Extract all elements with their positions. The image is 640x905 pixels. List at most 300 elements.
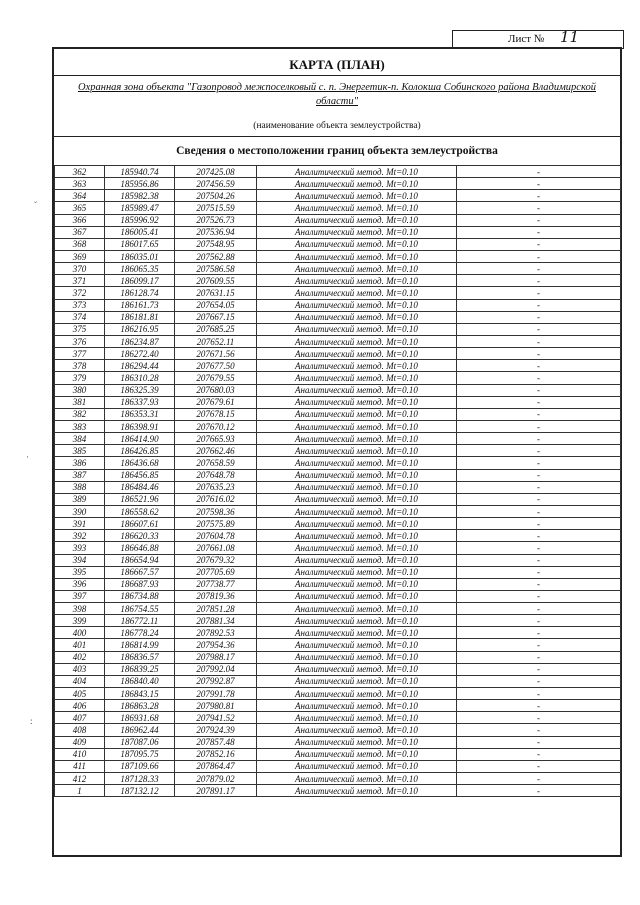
y-coordinate-cell: 207851.28 xyxy=(175,603,257,615)
table-row xyxy=(55,238,621,250)
table-row xyxy=(55,287,621,299)
point-number-cell: 364 xyxy=(55,190,105,202)
plan-header xyxy=(54,49,620,163)
point-number-cell: 400 xyxy=(55,627,105,639)
description-cell: - xyxy=(457,530,621,542)
method-cell: Аналитический метод. Mt=0.10 xyxy=(257,760,457,772)
y-coordinate-cell: 207662.46 xyxy=(175,445,257,457)
table-row xyxy=(55,578,621,590)
y-coordinate-cell: 207685.25 xyxy=(175,323,257,335)
x-coordinate-cell: 186398.91 xyxy=(105,420,175,432)
point-number-cell: 376 xyxy=(55,335,105,347)
y-coordinate-cell: 207881.34 xyxy=(175,615,257,627)
table-row xyxy=(55,760,621,772)
description-cell: - xyxy=(457,615,621,627)
table-row xyxy=(55,323,621,335)
x-coordinate-cell: 186017.65 xyxy=(105,238,175,250)
y-coordinate-cell: 207616.02 xyxy=(175,493,257,505)
x-coordinate-cell: 186128.74 xyxy=(105,287,175,299)
description-cell: - xyxy=(457,226,621,238)
table-row xyxy=(55,311,621,323)
table-row xyxy=(55,712,621,724)
y-coordinate-cell: 207648.78 xyxy=(175,469,257,481)
table-row xyxy=(55,226,621,238)
table-row xyxy=(55,178,621,190)
x-coordinate-cell: 186325.39 xyxy=(105,384,175,396)
point-number-cell: 408 xyxy=(55,724,105,736)
method-cell: Аналитический метод. Mt=0.10 xyxy=(257,493,457,505)
x-coordinate-cell: 186456.85 xyxy=(105,469,175,481)
method-cell: Аналитический метод. Mt=0.10 xyxy=(257,639,457,651)
x-coordinate-cell: 186484.46 xyxy=(105,481,175,493)
table-row xyxy=(55,396,621,408)
table-row xyxy=(55,627,621,639)
table-row xyxy=(55,360,621,372)
method-cell: Аналитический метод. Mt=0.10 xyxy=(257,178,457,190)
point-number-cell: 365 xyxy=(55,202,105,214)
table-row xyxy=(55,651,621,663)
y-coordinate-cell: 207992.04 xyxy=(175,663,257,675)
method-cell: Аналитический метод. Mt=0.10 xyxy=(257,615,457,627)
method-cell: Аналитический метод. Mt=0.10 xyxy=(257,202,457,214)
y-coordinate-cell: 207598.36 xyxy=(175,505,257,517)
table-row xyxy=(55,275,621,287)
point-number-cell: 371 xyxy=(55,275,105,287)
method-cell: Аналитический метод. Mt=0.10 xyxy=(257,226,457,238)
description-cell: - xyxy=(457,238,621,250)
table-row xyxy=(55,202,621,214)
margin-mark: : xyxy=(30,716,33,726)
description-cell: - xyxy=(457,323,621,335)
method-cell: Аналитический метод. Mt=0.10 xyxy=(257,688,457,700)
coordinates-table-body xyxy=(55,166,621,797)
divider xyxy=(54,136,620,137)
description-cell: - xyxy=(457,384,621,396)
table-row xyxy=(55,384,621,396)
point-number-cell: 373 xyxy=(55,299,105,311)
point-number-cell: 403 xyxy=(55,663,105,675)
y-coordinate-cell: 207705.69 xyxy=(175,566,257,578)
x-coordinate-cell: 187087.06 xyxy=(105,736,175,748)
x-coordinate-cell: 186272.40 xyxy=(105,348,175,360)
point-number-cell: 405 xyxy=(55,688,105,700)
point-number-cell: 388 xyxy=(55,481,105,493)
y-coordinate-cell: 207665.93 xyxy=(175,433,257,445)
description-cell: - xyxy=(457,736,621,748)
method-cell: Аналитический метод. Mt=0.10 xyxy=(257,323,457,335)
point-number-cell: 406 xyxy=(55,700,105,712)
description-cell: - xyxy=(457,675,621,687)
y-coordinate-cell: 207670.12 xyxy=(175,420,257,432)
y-coordinate-cell: 207654.05 xyxy=(175,299,257,311)
y-coordinate-cell: 207548.95 xyxy=(175,238,257,250)
x-coordinate-cell: 186931.68 xyxy=(105,712,175,724)
description-cell: - xyxy=(457,493,621,505)
table-row xyxy=(55,469,621,481)
table-row xyxy=(55,554,621,566)
x-coordinate-cell: 186005.41 xyxy=(105,226,175,238)
description-cell: - xyxy=(457,724,621,736)
y-coordinate-cell: 207991.78 xyxy=(175,688,257,700)
x-coordinate-cell: 185989.47 xyxy=(105,202,175,214)
table-row xyxy=(55,493,621,505)
point-number-cell: 409 xyxy=(55,736,105,748)
y-coordinate-cell: 207924.39 xyxy=(175,724,257,736)
method-cell: Аналитический метод. Mt=0.10 xyxy=(257,530,457,542)
table-row xyxy=(55,639,621,651)
x-coordinate-cell: 186620.33 xyxy=(105,530,175,542)
sheet-label: Лист № xyxy=(508,33,545,45)
y-coordinate-cell: 207652.11 xyxy=(175,335,257,347)
method-cell: Аналитический метод. Mt=0.10 xyxy=(257,348,457,360)
x-coordinate-cell: 186687.93 xyxy=(105,578,175,590)
method-cell: Аналитический метод. Mt=0.10 xyxy=(257,590,457,602)
table-row xyxy=(55,214,621,226)
description-cell: - xyxy=(457,396,621,408)
table-row xyxy=(55,348,621,360)
table-row xyxy=(55,250,621,262)
x-coordinate-cell: 186436.68 xyxy=(105,457,175,469)
x-coordinate-cell: 186839.25 xyxy=(105,663,175,675)
description-cell: - xyxy=(457,712,621,724)
plan-frame xyxy=(52,47,622,857)
x-coordinate-cell: 185996.92 xyxy=(105,214,175,226)
x-coordinate-cell: 186840.40 xyxy=(105,675,175,687)
method-cell: Аналитический метод. Mt=0.10 xyxy=(257,335,457,347)
point-number-cell: 370 xyxy=(55,263,105,275)
y-coordinate-cell: 207980.81 xyxy=(175,700,257,712)
method-cell: Аналитический метод. Mt=0.10 xyxy=(257,408,457,420)
table-row xyxy=(55,263,621,275)
x-coordinate-cell: 186772.11 xyxy=(105,615,175,627)
y-coordinate-cell: 207658.59 xyxy=(175,457,257,469)
y-coordinate-cell: 207819.36 xyxy=(175,590,257,602)
y-coordinate-cell: 207954.36 xyxy=(175,639,257,651)
description-cell: - xyxy=(457,688,621,700)
y-coordinate-cell: 207515.59 xyxy=(175,202,257,214)
description-cell: - xyxy=(457,275,621,287)
table-row xyxy=(55,518,621,530)
y-coordinate-cell: 207679.61 xyxy=(175,396,257,408)
y-coordinate-cell: 207631.15 xyxy=(175,287,257,299)
description-cell: - xyxy=(457,445,621,457)
point-number-cell: 382 xyxy=(55,408,105,420)
method-cell: Аналитический метод. Mt=0.10 xyxy=(257,748,457,760)
x-coordinate-cell: 186414.90 xyxy=(105,433,175,445)
description-cell: - xyxy=(457,554,621,566)
table-row xyxy=(55,408,621,420)
description-cell: - xyxy=(457,785,621,797)
method-cell: Аналитический метод. Mt=0.10 xyxy=(257,445,457,457)
point-number-cell: 374 xyxy=(55,311,105,323)
description-cell: - xyxy=(457,372,621,384)
margin-mark: · xyxy=(26,452,29,462)
table-row xyxy=(55,335,621,347)
y-coordinate-cell: 207992.87 xyxy=(175,675,257,687)
table-row xyxy=(55,433,621,445)
y-coordinate-cell: 207941.52 xyxy=(175,712,257,724)
y-coordinate-cell: 207677.50 xyxy=(175,360,257,372)
table-row xyxy=(55,505,621,517)
x-coordinate-cell: 186754.55 xyxy=(105,603,175,615)
description-cell: - xyxy=(457,663,621,675)
point-number-cell: 411 xyxy=(55,760,105,772)
description-cell: - xyxy=(457,166,621,178)
method-cell: Аналитический метод. Mt=0.10 xyxy=(257,287,457,299)
x-coordinate-cell: 186814.99 xyxy=(105,639,175,651)
point-number-cell: 398 xyxy=(55,603,105,615)
table-row xyxy=(55,736,621,748)
method-cell: Аналитический метод. Mt=0.10 xyxy=(257,166,457,178)
method-cell: Аналитический метод. Mt=0.10 xyxy=(257,773,457,785)
sheet-number: 11 xyxy=(560,28,580,46)
x-coordinate-cell: 186646.88 xyxy=(105,542,175,554)
margin-mark: ˘ xyxy=(34,200,37,210)
x-coordinate-cell: 186035.01 xyxy=(105,250,175,262)
y-coordinate-cell: 207575.89 xyxy=(175,518,257,530)
x-coordinate-cell: 186863.28 xyxy=(105,700,175,712)
description-cell: - xyxy=(457,651,621,663)
description-cell: - xyxy=(457,287,621,299)
method-cell: Аналитический метод. Mt=0.10 xyxy=(257,360,457,372)
section-title: Сведения о местоположении границ объекта землеустройства xyxy=(176,145,498,157)
description-cell: - xyxy=(457,263,621,275)
method-cell: Аналитический метод. Mt=0.10 xyxy=(257,263,457,275)
method-cell: Аналитический метод. Mt=0.10 xyxy=(257,372,457,384)
x-coordinate-cell: 187109.66 xyxy=(105,760,175,772)
y-coordinate-cell: 207425.08 xyxy=(175,166,257,178)
point-number-cell: 1 xyxy=(55,785,105,797)
point-number-cell: 395 xyxy=(55,566,105,578)
y-coordinate-cell: 207562.88 xyxy=(175,250,257,262)
table-row xyxy=(55,785,621,797)
y-coordinate-cell: 207852.16 xyxy=(175,748,257,760)
description-cell: - xyxy=(457,408,621,420)
object-caption: (наименование объекта землеустройства) xyxy=(253,121,421,131)
point-number-cell: 399 xyxy=(55,615,105,627)
table-row xyxy=(55,748,621,760)
table-row xyxy=(55,190,621,202)
description-cell: - xyxy=(457,505,621,517)
point-number-cell: 375 xyxy=(55,323,105,335)
description-cell: - xyxy=(457,299,621,311)
y-coordinate-cell: 207988.17 xyxy=(175,651,257,663)
description-cell: - xyxy=(457,190,621,202)
table-row xyxy=(55,603,621,615)
description-cell: - xyxy=(457,420,621,432)
object-name: Охранная зона объекта "Газопровод межпоселковый с. п. Энергетик-п. Колокша Собинского района Владимирской области" xyxy=(78,82,596,107)
method-cell: Аналитический метод. Mt=0.10 xyxy=(257,250,457,262)
point-number-cell: 393 xyxy=(55,542,105,554)
description-cell: - xyxy=(457,748,621,760)
method-cell: Аналитический метод. Mt=0.10 xyxy=(257,518,457,530)
table-row xyxy=(55,420,621,432)
y-coordinate-cell: 207679.32 xyxy=(175,554,257,566)
x-coordinate-cell: 186607.61 xyxy=(105,518,175,530)
method-cell: Аналитический метод. Mt=0.10 xyxy=(257,299,457,311)
table-row xyxy=(55,457,621,469)
description-cell: - xyxy=(457,481,621,493)
method-cell: Аналитический метод. Mt=0.10 xyxy=(257,275,457,287)
x-coordinate-cell: 186962.44 xyxy=(105,724,175,736)
description-cell: - xyxy=(457,360,621,372)
point-number-cell: 377 xyxy=(55,348,105,360)
point-number-cell: 378 xyxy=(55,360,105,372)
method-cell: Аналитический метод. Mt=0.10 xyxy=(257,481,457,493)
description-cell: - xyxy=(457,760,621,772)
point-number-cell: 383 xyxy=(55,420,105,432)
description-cell: - xyxy=(457,700,621,712)
method-cell: Аналитический метод. Mt=0.10 xyxy=(257,457,457,469)
method-cell: Аналитический метод. Mt=0.10 xyxy=(257,238,457,250)
y-coordinate-cell: 207667.15 xyxy=(175,311,257,323)
description-cell: - xyxy=(457,335,621,347)
point-number-cell: 410 xyxy=(55,748,105,760)
method-cell: Аналитический метод. Mt=0.10 xyxy=(257,505,457,517)
table-row xyxy=(55,773,621,785)
point-number-cell: 366 xyxy=(55,214,105,226)
table-row xyxy=(55,166,621,178)
method-cell: Аналитический метод. Mt=0.10 xyxy=(257,542,457,554)
description-cell: - xyxy=(457,178,621,190)
method-cell: Аналитический метод. Mt=0.10 xyxy=(257,396,457,408)
point-number-cell: 380 xyxy=(55,384,105,396)
x-coordinate-cell: 186836.57 xyxy=(105,651,175,663)
description-cell: - xyxy=(457,578,621,590)
point-number-cell: 362 xyxy=(55,166,105,178)
table-row xyxy=(55,530,621,542)
method-cell: Аналитический метод. Mt=0.10 xyxy=(257,469,457,481)
point-number-cell: 401 xyxy=(55,639,105,651)
x-coordinate-cell: 185982.38 xyxy=(105,190,175,202)
point-number-cell: 379 xyxy=(55,372,105,384)
y-coordinate-cell: 207604.78 xyxy=(175,530,257,542)
x-coordinate-cell: 186065.35 xyxy=(105,263,175,275)
x-coordinate-cell: 186654.94 xyxy=(105,554,175,566)
point-number-cell: 368 xyxy=(55,238,105,250)
y-coordinate-cell: 207891.17 xyxy=(175,785,257,797)
table-row xyxy=(55,700,621,712)
x-coordinate-cell: 186337.93 xyxy=(105,396,175,408)
x-coordinate-cell: 186521.96 xyxy=(105,493,175,505)
method-cell: Аналитический метод. Mt=0.10 xyxy=(257,420,457,432)
method-cell: Аналитический метод. Mt=0.10 xyxy=(257,384,457,396)
y-coordinate-cell: 207738.77 xyxy=(175,578,257,590)
table-row xyxy=(55,675,621,687)
y-coordinate-cell: 207892.53 xyxy=(175,627,257,639)
table-row xyxy=(55,299,621,311)
x-coordinate-cell: 186099.17 xyxy=(105,275,175,287)
description-cell: - xyxy=(457,590,621,602)
description-cell: - xyxy=(457,627,621,639)
x-coordinate-cell: 185940.74 xyxy=(105,166,175,178)
y-coordinate-cell: 207526.73 xyxy=(175,214,257,226)
point-number-cell: 391 xyxy=(55,518,105,530)
x-coordinate-cell: 187128.33 xyxy=(105,773,175,785)
point-number-cell: 381 xyxy=(55,396,105,408)
description-cell: - xyxy=(457,311,621,323)
point-number-cell: 387 xyxy=(55,469,105,481)
description-cell: - xyxy=(457,469,621,481)
y-coordinate-cell: 207678.15 xyxy=(175,408,257,420)
x-coordinate-cell: 187132.12 xyxy=(105,785,175,797)
description-cell: - xyxy=(457,214,621,226)
point-number-cell: 392 xyxy=(55,530,105,542)
point-number-cell: 404 xyxy=(55,675,105,687)
point-number-cell: 412 xyxy=(55,773,105,785)
point-number-cell: 372 xyxy=(55,287,105,299)
x-coordinate-cell: 186294.44 xyxy=(105,360,175,372)
point-number-cell: 390 xyxy=(55,505,105,517)
y-coordinate-cell: 207609.55 xyxy=(175,275,257,287)
method-cell: Аналитический метод. Mt=0.10 xyxy=(257,433,457,445)
table-row xyxy=(55,566,621,578)
y-coordinate-cell: 207635.23 xyxy=(175,481,257,493)
method-cell: Аналитический метод. Mt=0.10 xyxy=(257,190,457,202)
table-row xyxy=(55,445,621,457)
description-cell: - xyxy=(457,202,621,214)
point-number-cell: 369 xyxy=(55,250,105,262)
description-cell: - xyxy=(457,639,621,651)
description-cell: - xyxy=(457,603,621,615)
method-cell: Аналитический метод. Mt=0.10 xyxy=(257,663,457,675)
point-number-cell: 385 xyxy=(55,445,105,457)
method-cell: Аналитический метод. Mt=0.10 xyxy=(257,554,457,566)
x-coordinate-cell: 186353.31 xyxy=(105,408,175,420)
x-coordinate-cell: 186181.81 xyxy=(105,311,175,323)
x-coordinate-cell: 186734.88 xyxy=(105,590,175,602)
point-number-cell: 384 xyxy=(55,433,105,445)
x-coordinate-cell: 186234.87 xyxy=(105,335,175,347)
y-coordinate-cell: 207679.55 xyxy=(175,372,257,384)
method-cell: Аналитический метод. Mt=0.10 xyxy=(257,736,457,748)
method-cell: Аналитический метод. Mt=0.10 xyxy=(257,700,457,712)
y-coordinate-cell: 207857.48 xyxy=(175,736,257,748)
y-coordinate-cell: 207586.58 xyxy=(175,263,257,275)
y-coordinate-cell: 207661.08 xyxy=(175,542,257,554)
method-cell: Аналитический метод. Mt=0.10 xyxy=(257,566,457,578)
table-row xyxy=(55,542,621,554)
method-cell: Аналитический метод. Mt=0.10 xyxy=(257,675,457,687)
plan-title: КАРТА (ПЛАН) xyxy=(289,57,385,72)
method-cell: Аналитический метод. Mt=0.10 xyxy=(257,214,457,226)
method-cell: Аналитический метод. Mt=0.10 xyxy=(257,311,457,323)
y-coordinate-cell: 207536.94 xyxy=(175,226,257,238)
description-cell: - xyxy=(457,566,621,578)
divider xyxy=(54,75,620,76)
table-row xyxy=(55,372,621,384)
description-cell: - xyxy=(457,457,621,469)
description-cell: - xyxy=(457,250,621,262)
table-row xyxy=(55,590,621,602)
table-row xyxy=(55,688,621,700)
method-cell: Аналитический метод. Mt=0.10 xyxy=(257,627,457,639)
x-coordinate-cell: 187095.75 xyxy=(105,748,175,760)
y-coordinate-cell: 207671.56 xyxy=(175,348,257,360)
x-coordinate-cell: 186426.85 xyxy=(105,445,175,457)
point-number-cell: 386 xyxy=(55,457,105,469)
x-coordinate-cell: 186843.15 xyxy=(105,688,175,700)
description-cell: - xyxy=(457,433,621,445)
description-cell: - xyxy=(457,773,621,785)
y-coordinate-cell: 207864.47 xyxy=(175,760,257,772)
point-number-cell: 396 xyxy=(55,578,105,590)
x-coordinate-cell: 186778.24 xyxy=(105,627,175,639)
table-row xyxy=(55,724,621,736)
point-number-cell: 367 xyxy=(55,226,105,238)
x-coordinate-cell: 186667.57 xyxy=(105,566,175,578)
x-coordinate-cell: 186310.28 xyxy=(105,372,175,384)
